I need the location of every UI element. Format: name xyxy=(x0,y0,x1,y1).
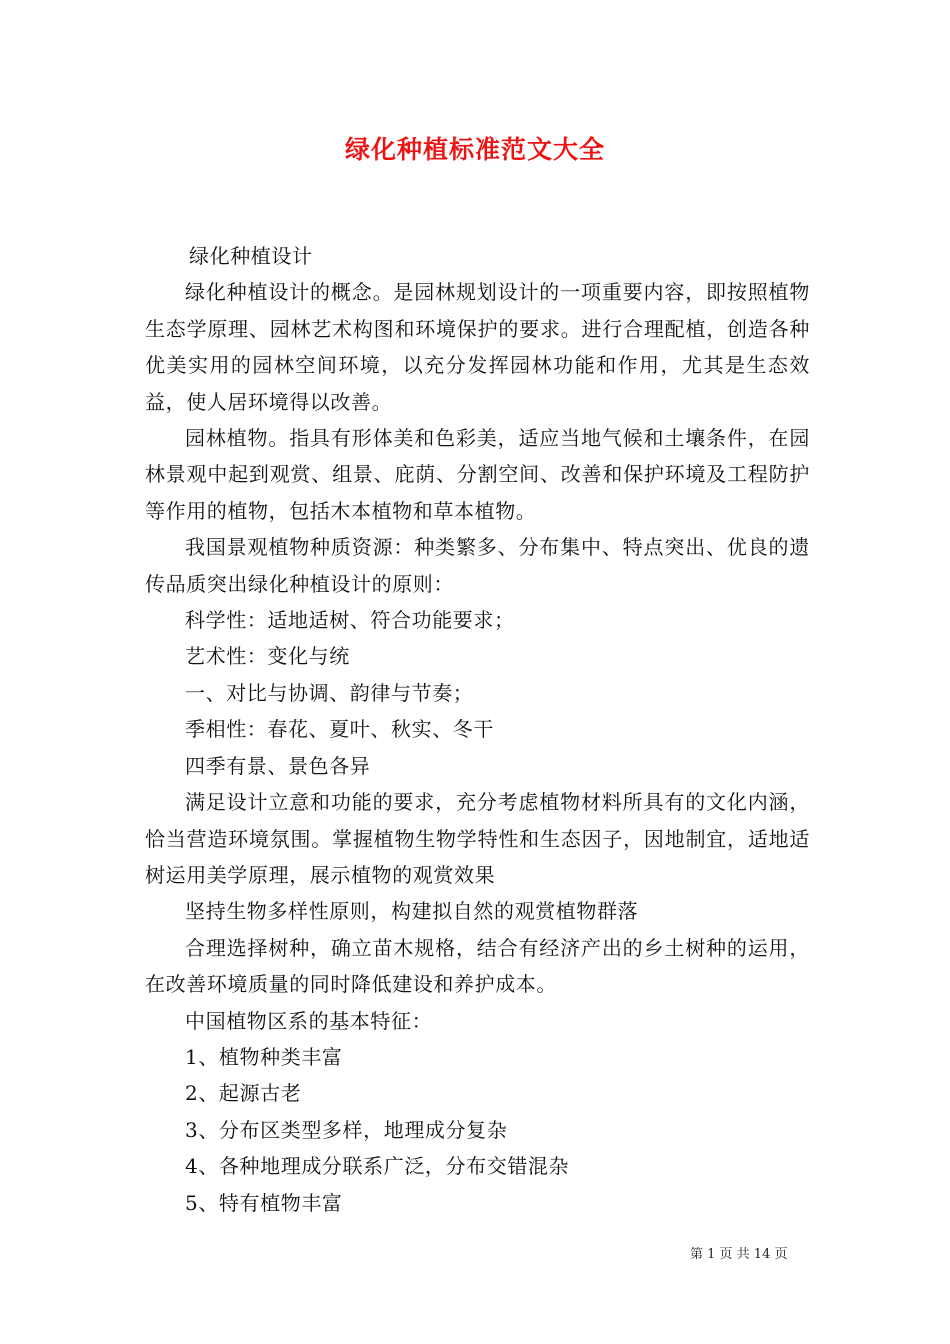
list-item: 3、分布区类型多样，地理成分复杂 xyxy=(185,1117,508,1142)
paragraph: 合理选择树种，确立苗木规格，结合有经济产出的乡土树种的运用，在改善环境质量的同时降低建设和养护成本。 xyxy=(145,935,810,997)
paragraph: 艺术性：变化与统 xyxy=(185,644,350,669)
paragraph: 满足设计立意和功能的要求，充分考虑植物材料所具有的文化内涵，恰当营造环境氛围。掌握植物生物学特性和生态因子，因地制宜，适地适树运用美学原理，展示植物的观赏效果 xyxy=(145,790,810,887)
list-item: 4、各种地理成分联系广泛，分布交错混杂 xyxy=(185,1154,570,1179)
paragraph: 一、对比与协调、韵律与节奏； xyxy=(185,680,474,705)
page-number-footer: 第 1 页 共 14 页 xyxy=(690,1247,788,1262)
paragraph: 中国植物区系的基本特征： xyxy=(185,1008,433,1033)
paragraph: 绿化种植设计的概念。是园林规划设计的一项重要内容，即按照植物生态学原理、园林艺术构图和环境保护的要求。进行合理配植，创造各种优美实用的园林空间环境，以充分发挥园林功能和作用，尤其是生态效益，使人居环境得以改善。 xyxy=(145,280,810,414)
list-item: 2、起源古老 xyxy=(185,1081,302,1106)
paragraph: 园林植物。指具有形体美和色彩美，适应当地气候和土壤条件，在园林景观中起到观赏、组景、庇荫、分割空间、改善和保护环境及工程防护等作用的植物，包括木本植物和草本植物。 xyxy=(145,426,810,523)
document-title: 绿化种植标准范文大全 xyxy=(344,135,605,164)
list-item: 5、特有植物丰富 xyxy=(185,1190,343,1215)
paragraph: 我国景观植物种质资源：种类繁多、分布集中、特点突出、优良的遗传品质突出绿化种植设计的原则： xyxy=(145,535,810,596)
list-item: 1、植物种类丰富 xyxy=(185,1044,343,1069)
paragraph: 季相性：春花、夏叶、秋实、冬干 xyxy=(185,717,494,742)
paragraph: 科学性：适地适树、符合功能要求； xyxy=(185,608,515,633)
paragraph: 四季有景、景色各异 xyxy=(185,753,371,778)
document-body xyxy=(145,238,810,1221)
section-heading: 绿化种植设计 xyxy=(189,244,313,268)
paragraph: 坚持生物多样性原则，构建拟自然的观赏植物群落 xyxy=(185,899,639,924)
